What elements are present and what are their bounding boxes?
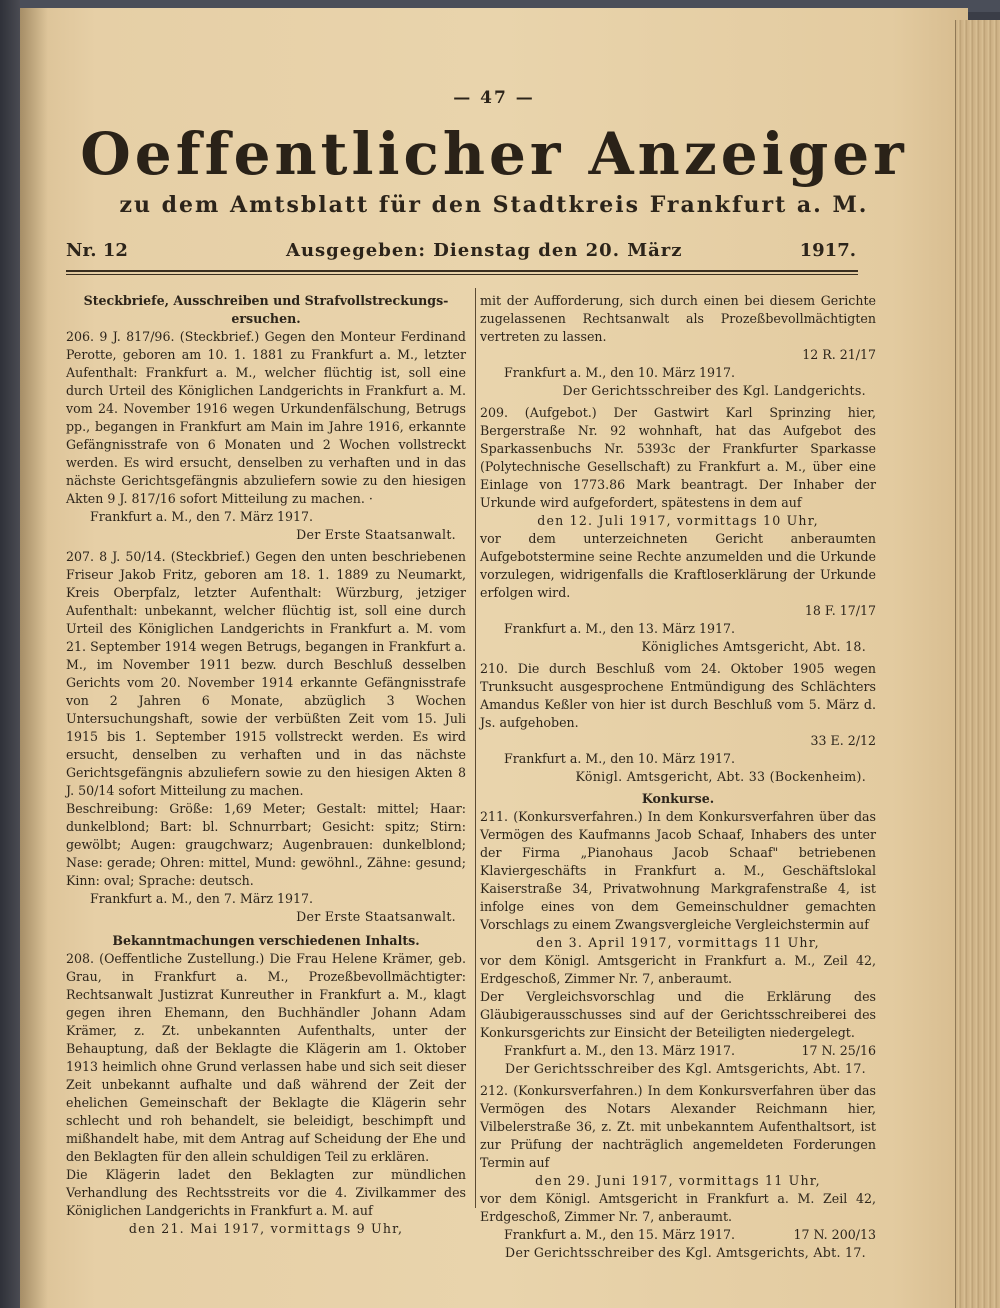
notice-211-body: 211. (Konkursverfahren.) In dem Konkursverfahren über das Vermögen des Kaufmanns Jacob Schaaf, Inhabers des unter der Firma „Pianohaus Jacob Schaaf" betriebenen Klaviergeschäfts in Frankfurt a. M., Geschäftslokal Kaiserstraße 34, Privatwohnung Markgrafenstraße 4, ist infolge eines von dem Gemeinschuldner gemachten Vorschlags zu einem Zwangsvergleiche Vergleichstermin auf — [480, 809, 876, 932]
notice-206-signature: Der Erste Staatsanwalt. — [296, 527, 456, 542]
issue-date: Ausgegeben: Dienstag den 20. März — [286, 240, 683, 261]
notice-209-date-line: den 12. Juli 1917, vormittags 10 Uhr, — [537, 513, 819, 528]
notice-211-place-date: Frankfurt a. M., den 13. März 1917. — [504, 1043, 736, 1058]
header-rule-thin — [66, 274, 858, 275]
page-number: — 47 — — [453, 88, 535, 108]
notice-209-reference: 18 F. 17/17 — [804, 603, 876, 618]
notice-209-body2: vor dem unterzeichneten Gericht anberaumten Aufgebotstermine seine Rechte anzumelden und die Urkunde vorzulegen, widrigenfalls die Kraftloserklärung der Urkunde erfolgen wird. — [480, 531, 876, 600]
notice-208-reference: 12 R. 21/17 — [802, 347, 876, 362]
masthead-title: Oeffentlicher Anzeiger — [80, 120, 908, 188]
notice-208-body2: Die Klägerin ladet den Beklagten zur mündlichen Verhandlung des Rechtsstreits vor die 4. Zivilkammer des Königlichen Landgerichts in Frankfurt a. M. auf — [66, 1167, 466, 1218]
notice-206-place-date: Frankfurt a. M., den 7. März 1917. — [90, 509, 314, 524]
notice-208-date-line: den 21. Mai 1917, vormittags 9 Uhr, — [128, 1221, 404, 1236]
masthead-subtitle: zu dem Amtsblatt für den Stadtkreis Frankfurt a. M. — [119, 192, 869, 218]
notice-211-date-line: den 3. April 1917, vormittags 11 Uhr, — [536, 935, 820, 950]
notice-208-signature: Der Gerichtsschreiber des Kgl. Landgerichts. — [562, 383, 866, 398]
notice-212-date-line: den 29. Juni 1917, vormittags 11 Uhr, — [535, 1173, 821, 1188]
notice-211-reference: 17 N. 25/16 — [801, 1043, 876, 1058]
notice-206-body: 206. 9 J. 817/96. (Steckbrief.) Gegen den Monteur Ferdinand Perotte, geboren am 10. 1. 1881 zu Frankfurt a. M., letzter Aufenthalt: Frankfurt a. M., welcher flüchtig ist, soll eine durch Urteil des Königlichen Landgerichts in Frankfurt a. M. vom 24. November 1916 wegen Urkundenfälschung, Betrugs pp., begangen in Frankfurt am Main im Jahre 1916, erkannte Gefängnisstrafe von 6 Monaten und 2 Wochen vollstreckt werden. Es wird ersucht, denselben zu verhaften und in das nächste Gerichtsgefängnis abzuliefern sowie zu den hiesigen Akten 9 J. 817/16 sofort Mitteilung zu machen. · — [66, 329, 466, 506]
section-heading-warrants: Steckbriefe, Ausschreiben und Strafvollstreckungs-ersuchen. — [83, 293, 449, 326]
left-column — [66, 292, 466, 1238]
scanner-frame-left — [0, 0, 20, 1308]
header-rule — [66, 270, 858, 272]
notice-211-signature: Der Gerichtsschreiber des Kgl. Amtsgerichts, Abt. 17. — [505, 1061, 866, 1076]
notice-212-body: 212. (Konkursverfahren.) In dem Konkursverfahren über das Vermögen des Notars Alexander Reichmann hier, Vilbelerstraße 36, z. Zt. mit unbekanntem Aufenthaltsort, ist zur Prüfung der nachträglich angemeldeten Forderungen Termin auf — [480, 1083, 876, 1170]
section-heading-misc: Bekanntmachungen verschiedenen Inhalts. — [112, 933, 420, 948]
notice-208-place-date: Frankfurt a. M., den 10. März 1917. — [504, 365, 736, 380]
notice-211-place-date-ref — [480, 1042, 876, 1060]
notice-211-body3: Der Vergleichsvorschlag und die Erklärung des Gläubigerausschusses sind auf der Gerichtsschreiberei des Konkursgerichts zur Einsicht der Beteiligten niedergelegt. — [480, 989, 876, 1040]
notice-207-signature: Der Erste Staatsanwalt. — [296, 909, 456, 924]
notice-207-place-date: Frankfurt a. M., den 7. März 1917. — [90, 891, 314, 906]
right-column — [480, 292, 876, 1262]
notice-209-place-date: Frankfurt a. M., den 13. März 1917. — [504, 621, 736, 636]
notice-211-body2: vor dem Königl. Amtsgericht in Frankfurt a. M., Zeil 42, Erdgeschoß, Zimmer Nr. 7, anberaumt. — [480, 953, 876, 986]
notice-208-body: 208. (Oeffentliche Zustellung.) Die Frau Helene Krämer, geb. Grau, in Frankfurt a. M., Prozeßbevollmächtigter: Rechtsanwalt Justizrat Kunreuther in Frankfurt a. M., klagt gegen ihren Ehemann, den Buchhändler Johann Adam Krämer, z. Zt. unbekannten Aufenthalts, unter der Behauptung, daß der Beklagte die Klägerin am 1. Oktober 1913 heimlich ohne Grund verlassen habe und sich seit dieser Zeit unbekannt aufhalte und daß während der Zeit der ehelichen Gemeinschaft der Beklagte die Klägerin sehr schlecht und roh behandelt, sie beleidigt, beschimpft und mißhandelt habe, mit dem Antrag auf Scheidung der Ehe und den Beklagten für den allein schuldigen Teil zu erklären. — [66, 951, 466, 1164]
notice-212-signature: Der Gerichtsschreiber des Kgl. Amtsgerichts, Abt. 17. — [505, 1245, 866, 1260]
section-heading-bankruptcy: Konkurse. — [641, 791, 715, 806]
notice-209-body: 209. (Aufgebot.) Der Gastwirt Karl Sprinzing hier, Bergerstraße Nr. 92 wohnhaft, hat das Aufgebot des Sparkassenbuchs Nr. 5393c der Frankfurter Sparkasse (Polytechnische Gesellschaft) zu Frankfurt a. M., über eine Einlage von 1773.86 Mark beantragt. Der Inhaber der Urkunde wird aufgefordert, spätestens in dem auf — [480, 405, 876, 510]
issue-number: Nr. 12 — [66, 240, 128, 261]
notice-208-continuation: mit der Aufforderung, sich durch einen bei diesem Gerichte zugelassenen Rechtsanwalt als Prozeßbevollmächtigten vertreten zu lassen. — [480, 293, 876, 344]
notice-207-body: 207. 8 J. 50/14. (Steckbrief.) Gegen den unten beschriebenen Friseur Jakob Fritz, geboren am 18. 1. 1889 zu Neumarkt, Kreis Oberpfalz, letzter Aufenthalt: Würzburg, jetziger Aufenthalt: unbekannt, welcher flüchtig ist, soll eine durch Urteil des Königlichen Landgerichts in Frankfurt a. M. vom 21. September 1914 wegen Betrugs, begangen in Frankfurt a. M., im November 1911 bezw. durch Beschluß desselben Gerichts vom 20. November 1914 erkannte Gefängnisstrafe von 2 Jahren 6 Monate, abzüglich 3 Wochen Untersuchungshaft, sowie der verbüßten Zeit vom 15. Juli 1915 bis 1. September 1915 vollstreckt werden. Es wird ersucht, denselben zu verhaften und in das nächste Gerichtsgefängnis abzuliefern sowie zu den hiesigen Akten 8 J. 50/14 sofort Mitteilung zu machen. — [66, 549, 466, 798]
notice-212-place-date-ref — [480, 1226, 876, 1244]
notice-209-signature: Königliches Amtsgericht, Abt. 18. — [641, 639, 866, 654]
notice-210-body: 210. Die durch Beschluß vom 24. Oktober 1905 wegen Trunksucht ausgesprochene Entmündigung des Schlächters Amandus Keßler von hier ist durch Beschluß vom 5. März d. Js. aufgehoben. — [480, 661, 876, 730]
newspaper-page — [20, 8, 968, 1308]
notice-207-description: Beschreibung: Größe: 1,69 Meter; Gestalt: mittel; Haar: dunkelblond; Bart: bl. Schnurrbart; Gesicht: spitz; Stirn: gewölbt; Augen: graugchwarz; Augenbrauen: dunkelblond; Nase: gerade; Ohren: mittel, Mund: gewöhnl., Zähne: gesund; Kinn: oval; Sprache: deutsch. — [66, 801, 466, 888]
issue-year: 1917. — [799, 240, 856, 261]
column-divider — [475, 288, 476, 1208]
notice-212-body2: vor dem Königl. Amtsgericht in Frankfurt a. M. Zeil 42, Erdgeschoß, Zimmer Nr. 7, anberaumt. — [480, 1191, 876, 1224]
notice-210-reference: 33 E. 2/12 — [810, 733, 876, 748]
notice-210-place-date: Frankfurt a. M., den 10. März 1917. — [504, 751, 736, 766]
notice-210-signature: Königl. Amtsgericht, Abt. 33 (Bockenheim). — [575, 769, 866, 784]
notice-212-reference: 17 N. 200/13 — [793, 1227, 876, 1242]
page-stack-edge — [955, 20, 1000, 1308]
notice-212-place-date: Frankfurt a. M., den 15. März 1917. — [504, 1227, 736, 1242]
